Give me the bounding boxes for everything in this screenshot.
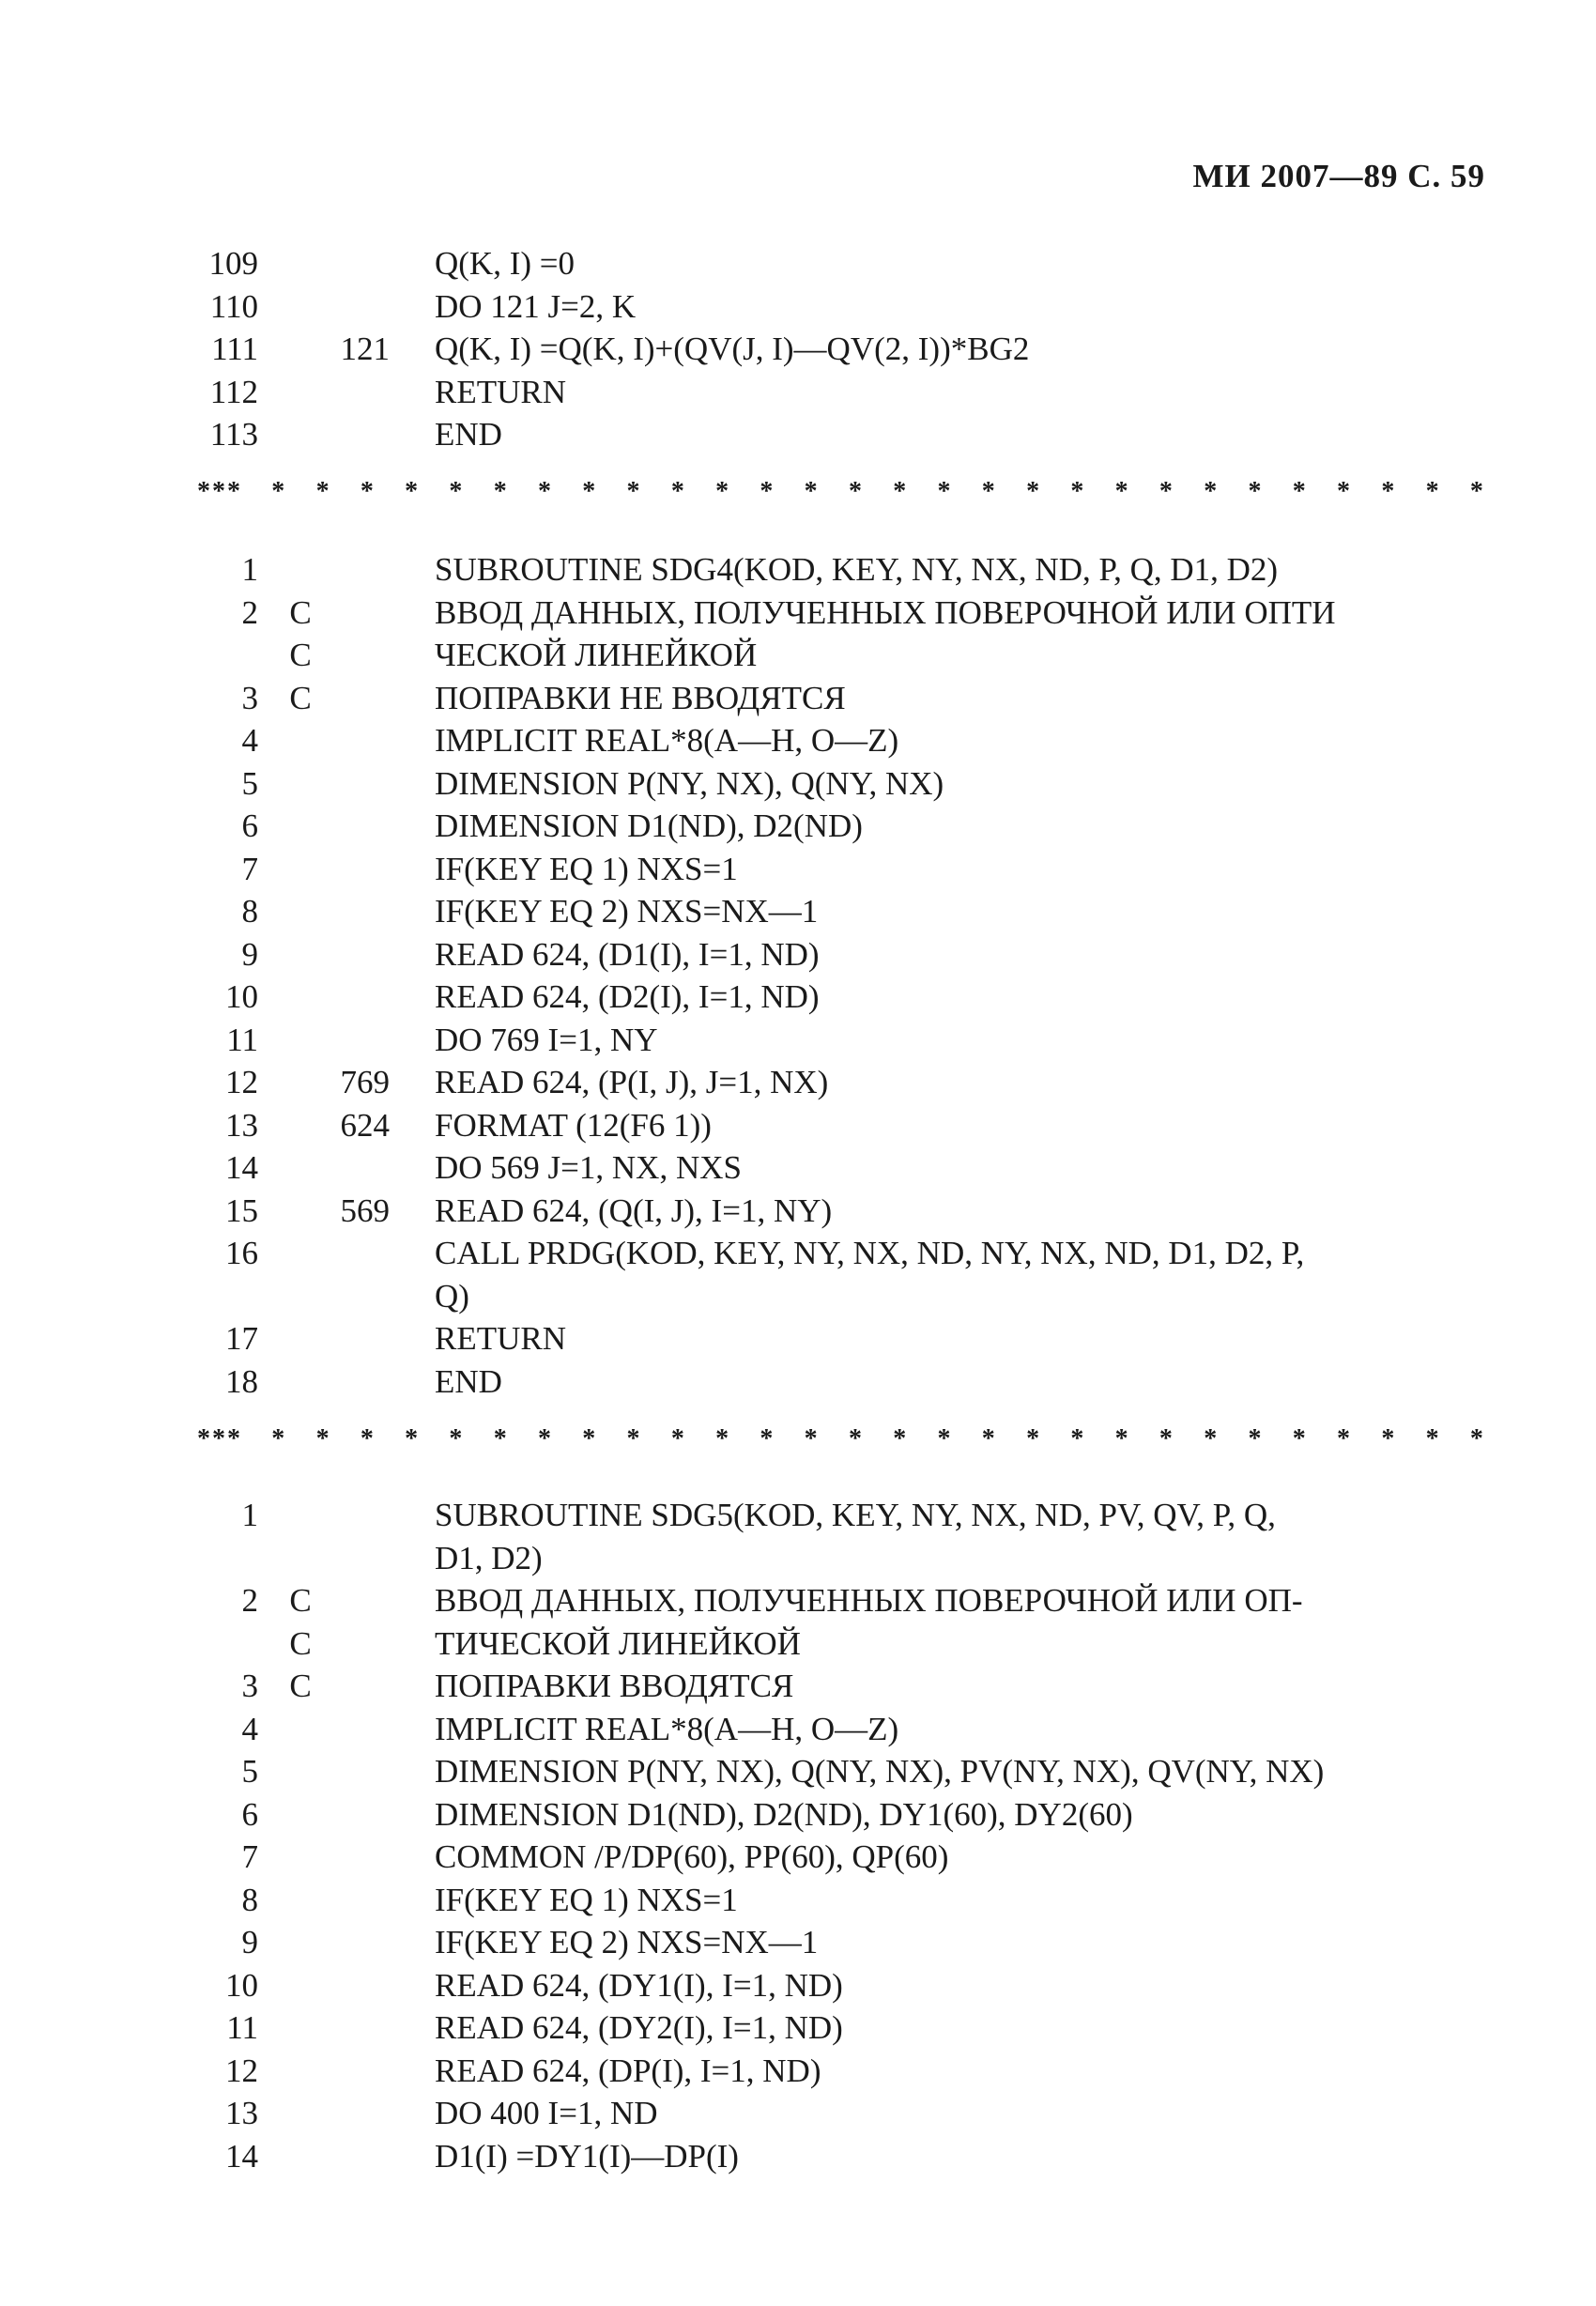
line-number: 10 [225, 1966, 258, 2004]
separator-asterisk: * [893, 1424, 909, 1453]
code-text: END [435, 1362, 502, 1400]
line-number: 17 [225, 1320, 258, 1357]
line-number: 14 [225, 2137, 258, 2175]
separator-asterisk: * [1026, 1424, 1042, 1453]
code-line [0, 634, 1596, 677]
code-line [0, 1146, 1596, 1190]
code-line [0, 413, 1596, 456]
line-number: 111 [211, 331, 258, 367]
line-number: 1 [241, 1497, 258, 1533]
line-number: 16 [225, 1235, 258, 1271]
code-line [0, 1708, 1596, 1751]
separator-asterisk: * [1070, 477, 1086, 506]
code-line [0, 2135, 1596, 2178]
separator-asterisk: * [405, 477, 421, 506]
code-text: Q(K, I) =Q(K, I)+(QV(J, I)—QV(2, I))*BG2 [435, 331, 1030, 367]
line-number: 7 [241, 1838, 258, 1875]
line-number: 8 [241, 1881, 258, 1918]
line-number: 11 [226, 1021, 258, 1058]
code-line [0, 242, 1596, 285]
code-text: DO 569 J=1, NX, NXS [435, 1149, 742, 1186]
separator-asterisk: * [1292, 1424, 1308, 1453]
code-line [0, 719, 1596, 762]
comment-marker: C [289, 1668, 312, 1704]
separator-asterisk: * [360, 477, 376, 506]
separator-asterisk: * [848, 1424, 864, 1453]
code-text: ВВОД ДАННЫХ, ПОЛУЧЕННЫХ ПОВЕРОЧНОЙ ИЛИ ОПТИ [435, 593, 1336, 631]
line-number: 5 [241, 1753, 258, 1790]
separator-asterisk: * [1469, 1424, 1485, 1453]
code-text: CALL PRDG(KOD, KEY, NY, NX, ND, NY, NX, ND, D1, D2, P, [435, 1235, 1305, 1271]
separator-line [197, 477, 1485, 507]
code-line [0, 1921, 1596, 1964]
code-text: DIMENSION D1(ND), D2(ND) [435, 807, 863, 844]
code-text: ЧЕСКОЙ ЛИНЕЙКОЙ [435, 637, 758, 673]
separator-asterisk: * [937, 477, 953, 506]
separator-asterisk: * [405, 1424, 421, 1453]
code-text: IF(KEY EQ 2) NXS=NX—1 [435, 893, 819, 930]
code-line [0, 592, 1596, 635]
separator-asterisk: * [1381, 1424, 1397, 1453]
code-line [0, 933, 1596, 976]
code-text: IMPLICIT REAL*8(A—H, O—Z) [435, 722, 899, 759]
comment-marker: C [289, 1624, 312, 1662]
separator-asterisk: * [715, 1424, 731, 1453]
code-text: ПОПРАВКИ НЕ ВВОДЯТСЯ [435, 679, 846, 716]
line-number: 12 [225, 1064, 258, 1100]
code-line [0, 848, 1596, 891]
code-text: RETURN [435, 1320, 566, 1357]
code-line [0, 1537, 1596, 1580]
code-text: DO 121 J=2, K [435, 287, 637, 325]
code-text: READ 624, (DY1(I), I=1, ND) [435, 1966, 843, 2004]
code-line [0, 2092, 1596, 2135]
separator-asterisk: * [804, 477, 820, 506]
separator-asterisk: * [981, 1424, 997, 1453]
code-line [0, 1317, 1596, 1361]
code-line [0, 805, 1596, 848]
code-line [0, 1879, 1596, 1922]
separator-asterisk: * [1204, 477, 1220, 506]
code-line [0, 1665, 1596, 1708]
separator-asterisk: * [449, 477, 465, 506]
code-text: READ 624, (P(I, J), J=1, NX) [435, 1064, 829, 1100]
line-number: 11 [226, 2009, 258, 2046]
separator-asterisk: * [760, 1424, 775, 1453]
line-number: 10 [225, 978, 258, 1015]
code-line [0, 1793, 1596, 1837]
code-text: DIMENSION P(NY, NX), Q(NY, NX), PV(NY, NX), QV(NY, NX) [435, 1753, 1325, 1790]
line-number: 5 [241, 764, 258, 802]
code-line [0, 1622, 1596, 1666]
code-text: DIMENSION P(NY, NX), Q(NY, NX) [435, 764, 944, 802]
code-text: SUBROUTINE SDG4(KOD, KEY, NY, NX, ND, P, Q, D1, D2) [435, 551, 1279, 588]
line-number: 113 [209, 416, 258, 453]
line-number: 4 [241, 1710, 258, 1747]
comment-marker: C [289, 679, 312, 716]
code-line [0, 2050, 1596, 2093]
statement-label: 569 [340, 1191, 390, 1229]
code-text: FORMAT (12(F6 1)) [435, 1106, 712, 1144]
separator-asterisk: * [1425, 477, 1441, 506]
separator-asterisk: * [537, 1424, 553, 1453]
separator-asterisk: * [1204, 1424, 1220, 1453]
separator-asterisk: * [1070, 1424, 1086, 1453]
line-number: 13 [225, 1106, 258, 1144]
code-text: RETURN [435, 373, 566, 410]
code-line [0, 1232, 1596, 1275]
separator-asterisk: * [1425, 1424, 1441, 1453]
code-line [0, 1361, 1596, 1404]
page-header: МИ 2007—89 С. 59 [1192, 158, 1485, 194]
code-text: IF(KEY EQ 1) NXS=1 [435, 1881, 738, 1918]
separator-asterisk: * [1248, 1424, 1264, 1453]
separator-asterisk: * [1337, 1424, 1353, 1453]
separator-asterisk: *** [197, 1424, 242, 1453]
code-text: D1(I) =DY1(I)—DP(I) [435, 2137, 739, 2175]
code-text: Q(K, I) =0 [435, 245, 575, 282]
code-line [0, 1061, 1596, 1104]
comment-marker: C [289, 593, 312, 631]
line-number: 1 [241, 551, 258, 588]
line-number: 6 [241, 1795, 258, 1833]
line-number: 110 [209, 287, 258, 325]
line-number: 2 [241, 593, 258, 631]
separator-asterisk: * [981, 477, 997, 506]
line-number: 3 [241, 1668, 258, 1704]
code-text: READ 624, (D2(I), I=1, ND) [435, 978, 820, 1015]
code-line [0, 371, 1596, 414]
separator-asterisk: * [893, 477, 909, 506]
separator-asterisk: * [1114, 1424, 1130, 1453]
code-text: READ 624, (Q(I, J), I=1, NY) [435, 1191, 833, 1229]
separator-asterisk: * [626, 1424, 642, 1453]
comment-marker: C [289, 1582, 312, 1619]
separator-asterisk: * [1159, 477, 1174, 506]
code-text: ВВОД ДАННЫХ, ПОЛУЧЕННЫХ ПОВЕРОЧНОЙ ИЛИ ОП- [435, 1582, 1303, 1619]
code-line [0, 1494, 1596, 1537]
code-text: IMPLICIT REAL*8(A—H, O—Z) [435, 1710, 899, 1747]
separator-asterisk: * [537, 477, 553, 506]
code-text: READ 624, (DP(I), I=1, ND) [435, 2052, 821, 2089]
code-line [0, 1579, 1596, 1622]
code-line [0, 890, 1596, 933]
separator-asterisk: * [449, 1424, 465, 1453]
line-number: 4 [241, 722, 258, 759]
code-line [0, 2006, 1596, 2050]
code-text: END [435, 416, 502, 453]
separator-asterisk: * [1381, 477, 1397, 506]
line-number: 9 [241, 935, 258, 973]
line-number: 14 [225, 1149, 258, 1186]
separator-asterisk: * [582, 477, 598, 506]
code-text: DO 400 I=1, ND [435, 2095, 658, 2131]
line-number: 9 [241, 1924, 258, 1960]
separator-asterisk: * [626, 477, 642, 506]
line-number: 7 [241, 850, 258, 887]
code-line [0, 1275, 1596, 1318]
line-number: 13 [225, 2095, 258, 2131]
code-line [0, 1019, 1596, 1062]
statement-label: 769 [340, 1064, 390, 1100]
code-line [0, 548, 1596, 592]
separator-asterisk: * [1292, 477, 1308, 506]
line-number: 18 [225, 1362, 258, 1400]
separator-line [197, 1424, 1485, 1454]
code-line [0, 1964, 1596, 2007]
separator-asterisk: *** [197, 477, 242, 506]
code-line [0, 1836, 1596, 1879]
separator-asterisk: * [493, 477, 509, 506]
line-number: 8 [241, 893, 258, 930]
line-number: 112 [209, 373, 258, 410]
line-number: 3 [241, 679, 258, 716]
code-text: D1, D2) [435, 1539, 543, 1576]
statement-label: 121 [340, 331, 390, 367]
comment-marker: C [289, 637, 312, 673]
code-text: ПОПРАВКИ ВВОДЯТСЯ [435, 1668, 794, 1704]
separator-asterisk: * [760, 477, 775, 506]
separator-asterisk: * [271, 1424, 287, 1453]
separator-asterisk: * [582, 1424, 598, 1453]
code-listing-sdg5 [0, 1494, 1596, 2177]
code-text: DIMENSION D1(ND), D2(ND), DY1(60), DY2(60) [435, 1795, 1133, 1833]
code-text: IF(KEY EQ 2) NXS=NX—1 [435, 1924, 819, 1960]
separator-asterisk: * [315, 1424, 331, 1453]
separator-asterisk: * [360, 1424, 376, 1453]
code-text: DO 769 I=1, NY [435, 1021, 658, 1058]
line-number: 12 [225, 2052, 258, 2089]
code-text: SUBROUTINE SDG5(KOD, KEY, NY, NX, ND, PV, QV, P, Q, [435, 1497, 1276, 1533]
code-line [0, 762, 1596, 806]
code-text: IF(KEY EQ 1) NXS=1 [435, 850, 738, 887]
separator-asterisk: * [1337, 477, 1353, 506]
code-text: READ 624, (D1(I), I=1, ND) [435, 935, 820, 973]
separator-asterisk: * [848, 477, 864, 506]
separator-asterisk: * [670, 1424, 686, 1453]
code-text: ТИЧЕСКОЙ ЛИНЕЙКОЙ [435, 1624, 801, 1662]
code-listing-sdg3-tail [0, 242, 1596, 456]
separator-asterisk: * [1114, 477, 1130, 506]
code-line [0, 328, 1596, 371]
code-line [0, 1190, 1596, 1233]
code-text: READ 624, (DY2(I), I=1, ND) [435, 2009, 843, 2046]
separator-asterisk: * [271, 477, 287, 506]
separator-asterisk: * [493, 1424, 509, 1453]
line-number: 15 [225, 1191, 258, 1229]
separator-asterisk: * [315, 477, 331, 506]
code-line [0, 1750, 1596, 1793]
statement-label: 624 [340, 1106, 390, 1144]
separator-asterisk: * [715, 477, 731, 506]
code-line [0, 285, 1596, 329]
code-line [0, 976, 1596, 1019]
code-listing-sdg4 [0, 548, 1596, 1403]
separator-asterisk: * [937, 1424, 953, 1453]
line-number: 2 [241, 1582, 258, 1619]
separator-asterisk: * [1159, 1424, 1174, 1453]
code-line [0, 677, 1596, 720]
line-number: 109 [208, 245, 258, 282]
code-text: Q) [435, 1277, 469, 1314]
code-line [0, 1104, 1596, 1147]
code-text: COMMON /P/DP(60), PP(60), QP(60) [435, 1838, 949, 1875]
separator-asterisk: * [670, 477, 686, 506]
line-number: 6 [241, 807, 258, 844]
separator-asterisk: * [804, 1424, 820, 1453]
separator-asterisk: * [1026, 477, 1042, 506]
separator-asterisk: * [1248, 477, 1264, 506]
separator-asterisk: * [1469, 477, 1485, 506]
